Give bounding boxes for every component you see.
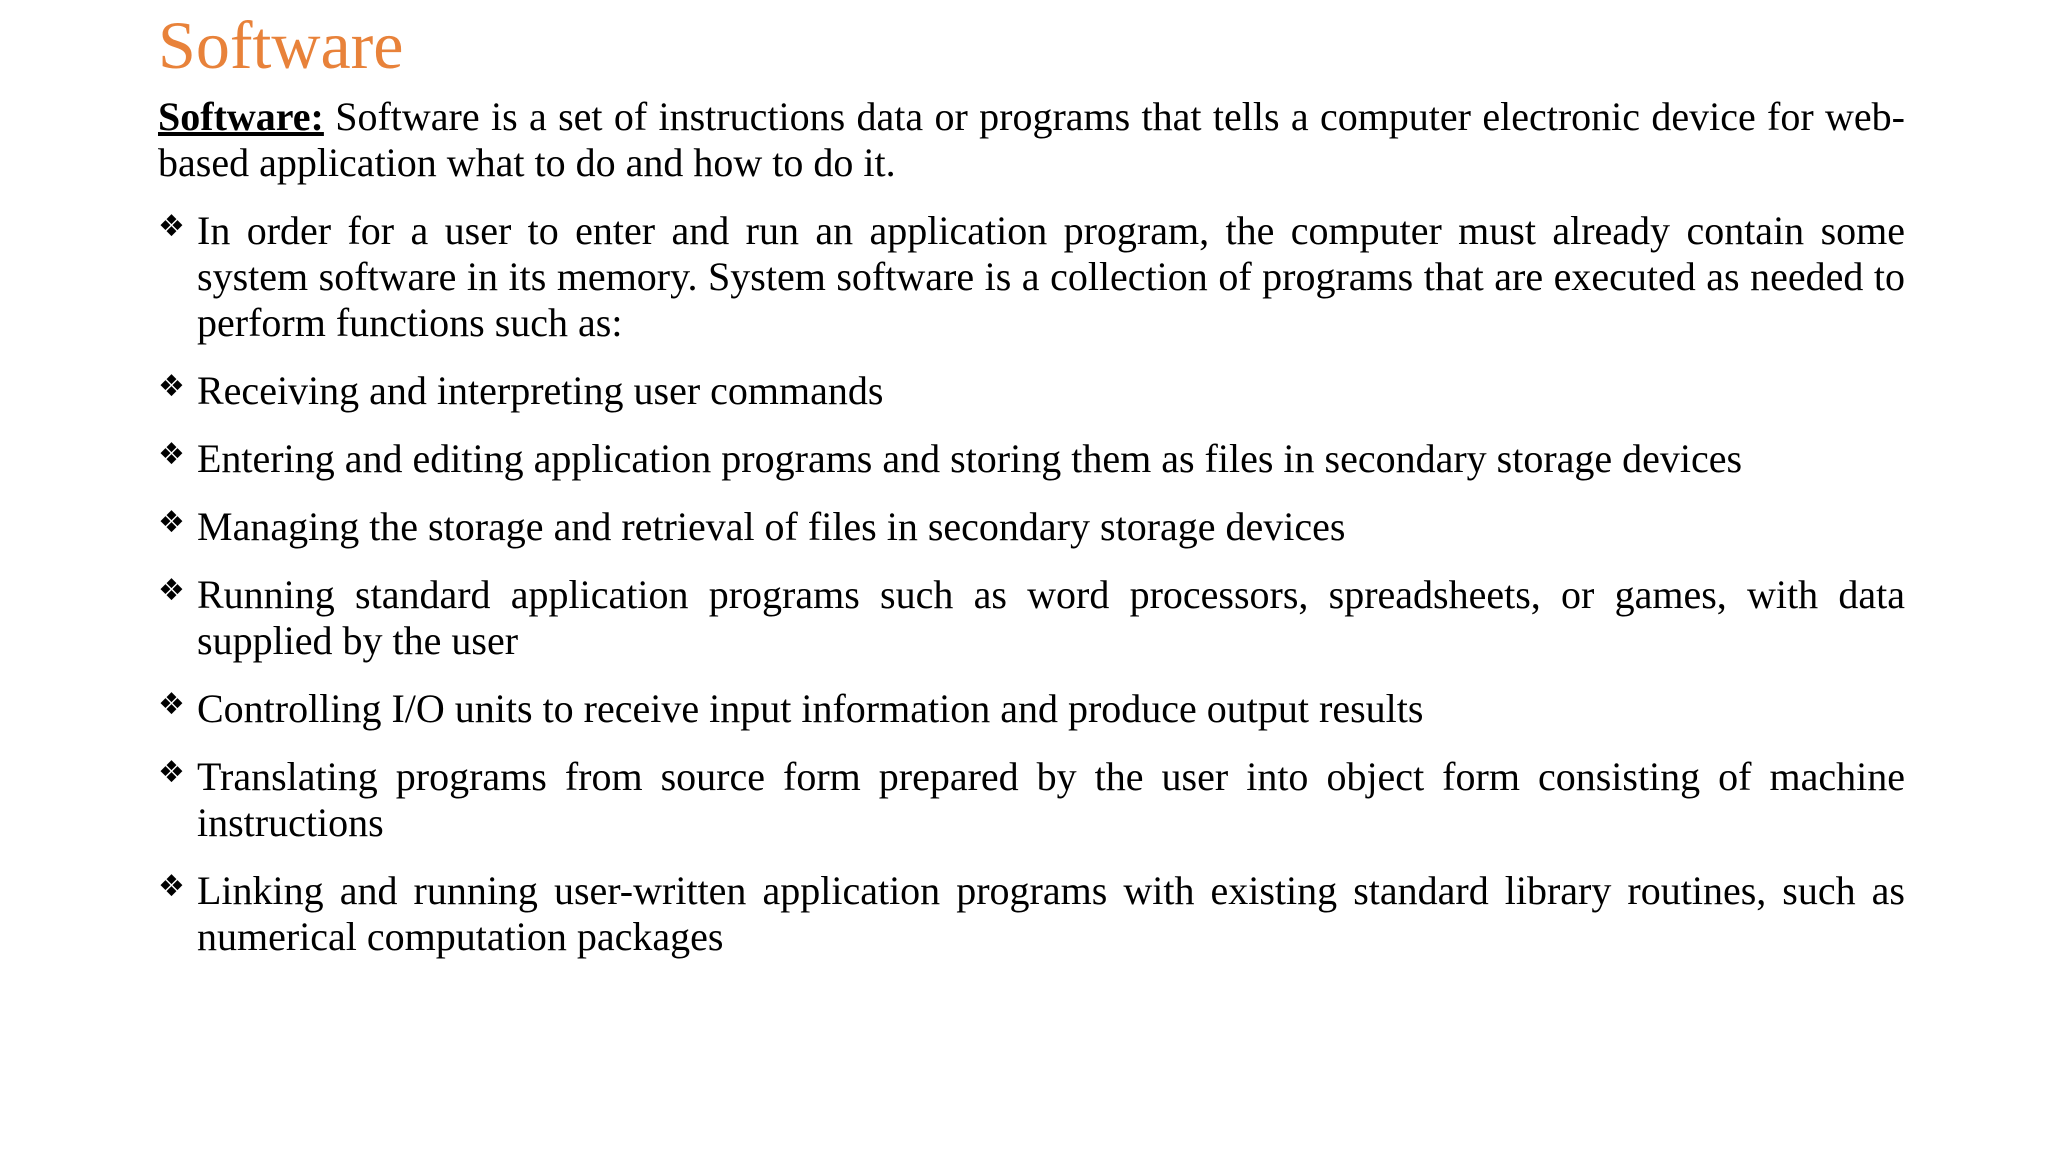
bullet-item [158, 868, 1905, 960]
bullet-text: Entering and editing application programs and storing them as files in secondary storage devices [197, 436, 1743, 481]
diamond-bullet-icon: ❖ [158, 369, 185, 404]
diamond-bullet-icon: ❖ [158, 209, 185, 244]
bullet-item [158, 504, 1905, 550]
bullet-text: Controlling I/O units to receive input information and produce output results [197, 686, 1424, 731]
intro-paragraph [158, 94, 1905, 186]
diamond-bullet-icon: ❖ [158, 687, 185, 722]
bullet-item [158, 368, 1905, 414]
bullet-item [158, 436, 1905, 482]
diamond-bullet-icon: ❖ [158, 505, 185, 540]
intro-text: Software is a set of instructions data or programs that tells a computer electronic device for web-based application what to do and how to do it. [158, 94, 1905, 185]
bullet-item [158, 686, 1905, 732]
bullet-item [158, 572, 1905, 664]
diamond-bullet-icon: ❖ [158, 755, 185, 790]
slide-content [158, 94, 1905, 982]
bullet-text: Translating programs from source form prepared by the user into object form consisting of machine instructions [197, 754, 1905, 845]
bullet-text: Linking and running user-written application programs with existing standard library routines, such as numerical computation packages [197, 868, 1905, 959]
bullet-text: Receiving and interpreting user commands [197, 368, 884, 413]
bullet-text: Running standard application programs such as word processors, spreadsheets, or games, with data supplied by the user [197, 572, 1905, 663]
diamond-bullet-icon: ❖ [158, 573, 185, 608]
diamond-bullet-icon: ❖ [158, 437, 185, 472]
bullet-text: In order for a user to enter and run an application program, the computer must already contain some system software in its memory. System software is a collection of programs that are executed as needed to perform functions such as: [197, 208, 1905, 345]
bullet-text: Managing the storage and retrieval of files in secondary storage devices [197, 504, 1346, 549]
slide-title: Software [158, 7, 404, 83]
intro-term: Software: [158, 94, 324, 139]
diamond-bullet-icon: ❖ [158, 869, 185, 904]
bullet-item [158, 208, 1905, 346]
bullet-item [158, 754, 1905, 846]
